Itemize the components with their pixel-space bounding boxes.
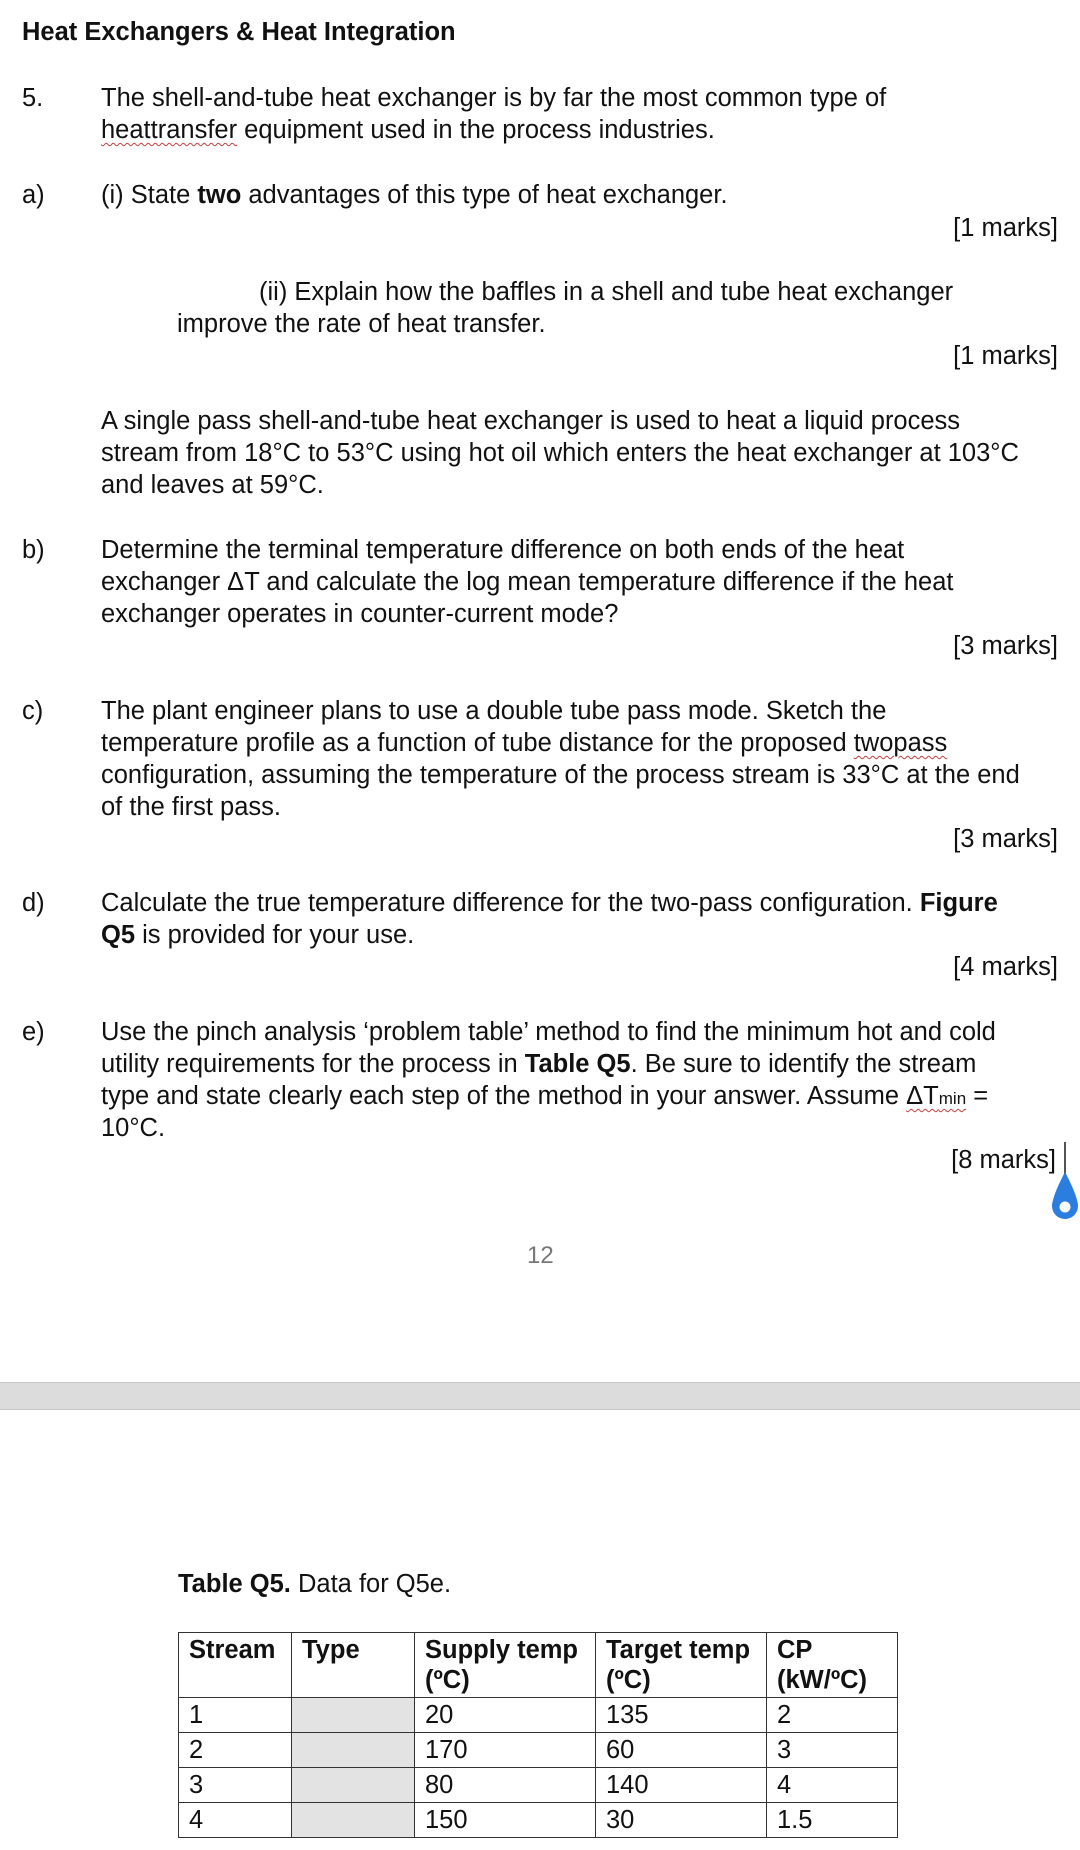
part-b-line3: exchanger operates in counter-current mode? bbox=[101, 600, 619, 628]
part-c-label: c) bbox=[22, 697, 44, 725]
scenario-line1: A single pass shell-and-tube heat exchanger is used to heat a liquid process bbox=[101, 407, 961, 435]
table-row bbox=[179, 1698, 898, 1733]
cell-target-temp: 60 bbox=[596, 1733, 767, 1768]
part-c-line3: configuration, assuming the temperature of the process stream is 33°C at the end bbox=[101, 761, 1020, 789]
cursor-drop-handle-icon[interactable] bbox=[1050, 1170, 1080, 1224]
cell-stream: 1 bbox=[179, 1698, 292, 1733]
part-b-line2: exchanger ΔT and calculate the log mean temperature difference if the heat bbox=[101, 568, 954, 596]
table-row bbox=[179, 1768, 898, 1803]
part-a-i-marks: [1 marks] bbox=[953, 214, 1058, 242]
cell-cp: 4 bbox=[767, 1768, 898, 1803]
part-b-line1: Determine the terminal temperature difference on both ends of the heat bbox=[101, 536, 905, 564]
col-header-stream: Stream bbox=[179, 1633, 292, 1698]
col-header-target-temp: Target temp (ºC) bbox=[596, 1633, 767, 1698]
page-number: 12 bbox=[527, 1242, 554, 1269]
table-header-row bbox=[179, 1633, 898, 1698]
part-d-line2: Q5 is provided for your use. bbox=[101, 921, 415, 949]
part-e-line3: type and state clearly each step of the method in your answer. Assume ΔTmin = bbox=[101, 1082, 989, 1110]
page-title: Heat Exchangers & Heat Integration bbox=[22, 18, 456, 46]
part-d-label: d) bbox=[22, 889, 45, 917]
spelling-flagged-word[interactable]: twopass bbox=[853, 729, 948, 757]
cell-target-temp: 135 bbox=[596, 1698, 767, 1733]
part-a-ii-line1: (ii) Explain how the baffles in a shell and tube heat exchanger bbox=[259, 278, 954, 306]
scenario-line3: and leaves at 59°C. bbox=[101, 471, 324, 499]
cell-target-temp: 140 bbox=[596, 1768, 767, 1803]
cell-type bbox=[292, 1733, 415, 1768]
part-e-label: e) bbox=[22, 1018, 45, 1046]
part-d-marks: [4 marks] bbox=[953, 953, 1058, 981]
question-number: 5. bbox=[22, 84, 44, 112]
cell-type bbox=[292, 1768, 415, 1803]
cell-stream: 2 bbox=[179, 1733, 292, 1768]
scenario-line2: stream from 18°C to 53°C using hot oil which enters the heat exchanger at 103°C bbox=[101, 439, 1019, 467]
cell-supply-temp: 80 bbox=[415, 1768, 596, 1803]
cell-supply-temp: 150 bbox=[415, 1803, 596, 1838]
part-a-i-text: (i) State two advantages of this type of heat exchanger. bbox=[101, 181, 728, 209]
col-header-cp: CP (kW/ºC) bbox=[767, 1633, 898, 1698]
part-c-marks: [3 marks] bbox=[953, 825, 1058, 853]
delta-t-min: ΔTmin bbox=[906, 1082, 967, 1110]
question-intro-line2: heattransfer equipment used in the process industries. bbox=[101, 116, 715, 144]
cell-cp: 2 bbox=[767, 1698, 898, 1733]
part-e-line2: utility requirements for the process in Table Q5. Be sure to identify the stream bbox=[101, 1050, 977, 1078]
table-row bbox=[179, 1733, 898, 1768]
part-c-line1: The plant engineer plans to use a double tube pass mode. Sketch the bbox=[101, 697, 887, 725]
col-header-supply-temp: Supply temp (ºC) bbox=[415, 1633, 596, 1698]
part-e-marks: [8 marks] bbox=[951, 1146, 1056, 1174]
page-break-divider bbox=[0, 1382, 1080, 1410]
cell-stream: 4 bbox=[179, 1803, 292, 1838]
part-c-line4: of the first pass. bbox=[101, 793, 281, 821]
part-e-line1: Use the pinch analysis ‘problem table’ method to find the minimum hot and cold bbox=[101, 1018, 996, 1046]
col-header-type: Type bbox=[292, 1633, 415, 1698]
part-a-ii-line2: improve the rate of heat transfer. bbox=[177, 310, 546, 338]
part-a-label: a) bbox=[22, 181, 45, 209]
part-a-ii-marks: [1 marks] bbox=[953, 342, 1058, 370]
cell-supply-temp: 170 bbox=[415, 1733, 596, 1768]
part-d-line1: Calculate the true temperature difference for the two-pass configuration. Figure bbox=[101, 889, 998, 917]
cell-type bbox=[292, 1803, 415, 1838]
spelling-flagged-word[interactable]: heattransfer bbox=[101, 116, 238, 144]
question-intro-line1: The shell-and-tube heat exchanger is by far the most common type of bbox=[101, 84, 887, 112]
cell-stream: 3 bbox=[179, 1768, 292, 1803]
table-row bbox=[179, 1803, 898, 1838]
data-table-q5 bbox=[178, 1632, 898, 1838]
cell-type bbox=[292, 1698, 415, 1733]
table-caption: Table Q5. Data for Q5e. bbox=[178, 1570, 452, 1598]
cell-cp: 1.5 bbox=[767, 1803, 898, 1838]
cell-cp: 3 bbox=[767, 1733, 898, 1768]
part-b-label: b) bbox=[22, 536, 45, 564]
cell-target-temp: 30 bbox=[596, 1803, 767, 1838]
part-c-line2: temperature profile as a function of tube distance for the proposed twopass bbox=[101, 729, 948, 757]
cell-supply-temp: 20 bbox=[415, 1698, 596, 1733]
part-b-marks: [3 marks] bbox=[953, 632, 1058, 660]
part-e-line4: 10°C. bbox=[101, 1114, 166, 1142]
